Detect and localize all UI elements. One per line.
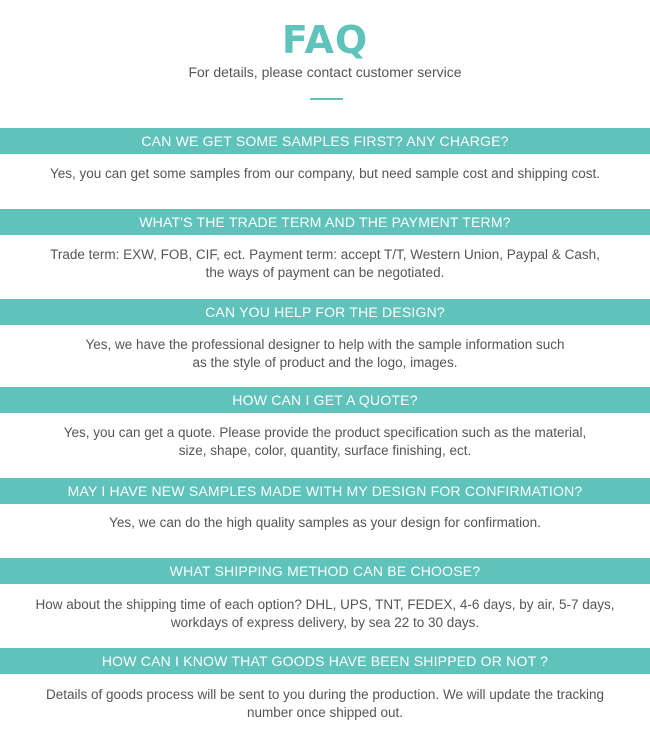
faq-question-trade-term: WHAT'S THE TRADE TERM AND THE PAYMENT TERM?: [0, 209, 650, 235]
faq-answer-line: Yes, you can get some samples from our company, but need sample cost and shipping cost.: [49, 166, 601, 181]
faq-answer-line: number once shipped out.: [246, 705, 404, 720]
faq-answer-design: [10, 336, 640, 372]
faq-answer-line: Yes, we have the professional designer to help with the sample information such: [85, 337, 565, 352]
faq-question-new-samples: MAY I HAVE NEW SAMPLES MADE WITH MY DESIGN FOR CONFIRMATION?: [0, 478, 650, 504]
faq-question-shipped: HOW CAN I KNOW THAT GOODS HAVE BEEN SHIPPED OR NOT ?: [0, 648, 650, 674]
faq-answer-line: size, shape, color, quantity, surface finishing, ect.: [178, 443, 472, 458]
faq-answer-new-samples: [10, 514, 640, 532]
faq-answer-line: How about the shipping time of each option? DHL, UPS, TNT, FEDEX, 4-6 days, by air, 5-7 days,: [35, 597, 615, 612]
faq-answer-line: as the style of product and the logo, images.: [192, 355, 458, 370]
page-subtitle: For details, please contact customer service: [188, 64, 462, 80]
faq-answer-quote: [10, 424, 640, 460]
faq-answer-line: Details of goods process will be sent to you during the production. We will update the tracking: [45, 687, 605, 702]
faq-answer-line: the ways of payment can be negotiated.: [205, 265, 445, 280]
faq-answer-line: workdays of express delivery, by sea 22 to 30 days.: [170, 615, 480, 630]
faq-answer-line: Trade term: EXW, FOB, CIF, ect. Payment term: accept T/T, Western Union, Paypal & Cash,: [50, 247, 600, 262]
faq-answer-trade-term: [10, 246, 640, 282]
title-divider: [310, 98, 343, 100]
faq-question-shipping-method: WHAT SHIPPING METHOD CAN BE CHOOSE?: [0, 558, 650, 584]
faq-question-samples: CAN WE GET SOME SAMPLES FIRST? ANY CHARGE?: [0, 128, 650, 154]
faq-answer-shipping-method: [10, 596, 640, 632]
faq-question-design: CAN YOU HELP FOR THE DESIGN?: [0, 299, 650, 325]
faq-question-quote: HOW CAN I GET A QUOTE?: [0, 387, 650, 413]
page-title: FAQ: [281, 18, 369, 62]
faq-answer-shipped: [10, 686, 640, 722]
faq-answer-samples: [10, 165, 640, 183]
faq-answer-line: Yes, you can get a quote. Please provide the product specification such as the material,: [63, 425, 587, 440]
faq-answer-line: Yes, we can do the high quality samples as your design for confirmation.: [109, 515, 541, 530]
